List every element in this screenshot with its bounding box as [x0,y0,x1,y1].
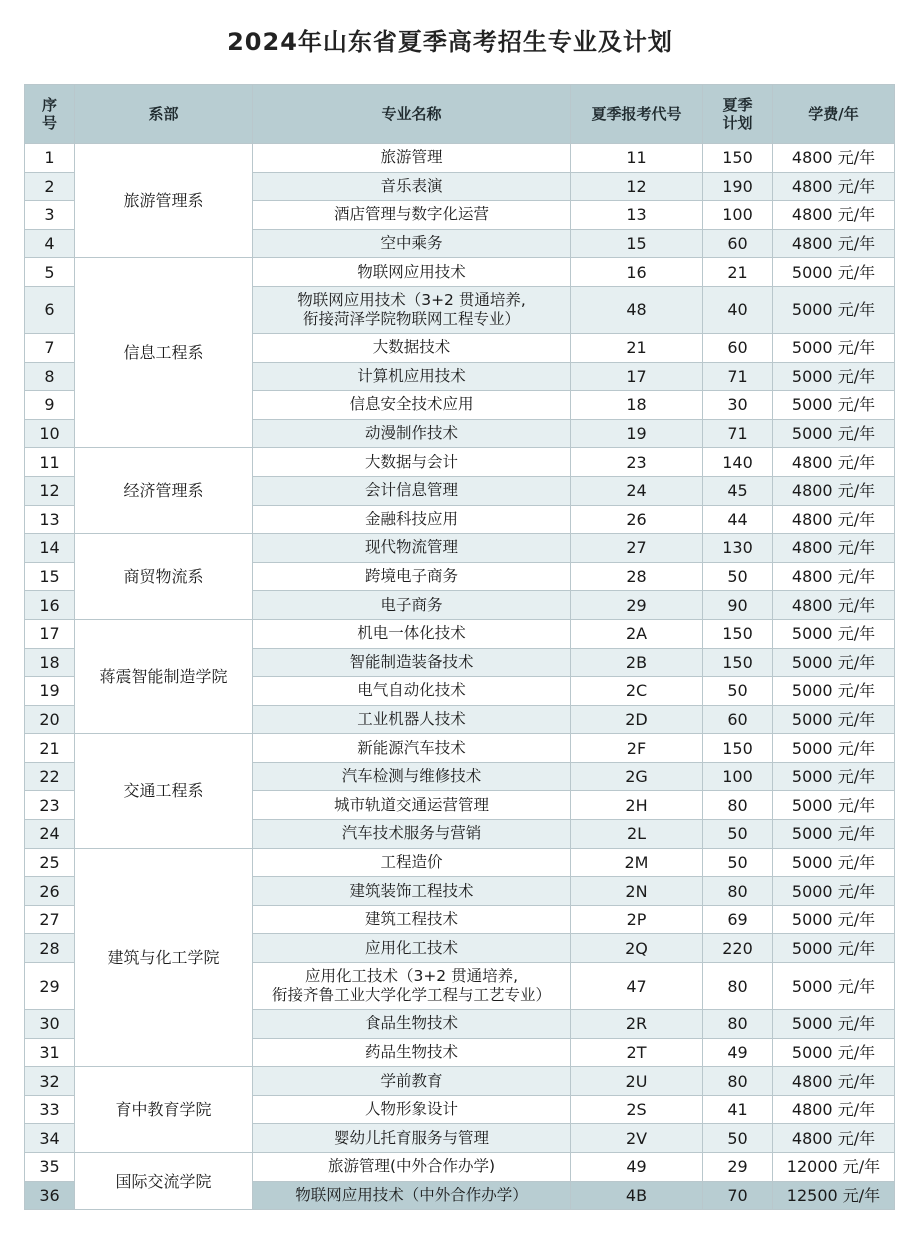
tuition-fee: 5000 元/年 [773,734,895,763]
exam-code: 4B [571,1181,703,1210]
tuition-fee: 5000 元/年 [773,963,895,1010]
tuition-fee: 4800 元/年 [773,562,895,591]
exam-code: 2M [571,848,703,877]
tuition-fee: 12000 元/年 [773,1153,895,1182]
major-name-line: 汽车技术服务与营销 [341,824,482,843]
plan-count: 150 [703,648,773,677]
tuition-fee: 4800 元/年 [773,1095,895,1124]
tuition-fee: 5000 元/年 [773,648,895,677]
major-name [253,391,571,420]
major-name [253,1153,571,1182]
row-number: 5 [25,258,75,287]
major-name-line: 学前教育 [380,1071,443,1090]
exam-code: 2S [571,1095,703,1124]
row-number: 18 [25,648,75,677]
page-title: 2024年山东省夏季高考招生专业及计划 [227,28,673,56]
exam-code: 23 [571,448,703,477]
header-plan: 夏季 计划 [703,85,773,144]
plan-count: 150 [703,619,773,648]
major-name-line: 旅游管理(中外合作办学) [327,1157,496,1176]
major-name-line: 酒店管理与数字化运营 [333,205,489,224]
plan-count: 150 [703,144,773,173]
table-row [25,1153,895,1182]
plan-count: 190 [703,172,773,201]
major-name-line: 应用化工技术 [364,938,458,957]
table-row [25,848,895,877]
exam-code: 2R [571,1010,703,1039]
table-row [25,534,895,563]
major-name [253,791,571,820]
exam-code: 2B [571,648,703,677]
tuition-fee: 4800 元/年 [773,534,895,563]
exam-code: 11 [571,144,703,173]
department-cell: 建筑与化工学院 [75,848,253,1067]
major-name-line: 工程造价 [380,852,443,871]
plan-count: 130 [703,534,773,563]
major-name [253,1181,571,1210]
row-number: 30 [25,1010,75,1039]
tuition-fee: 5000 元/年 [773,1038,895,1067]
major-name [253,448,571,477]
plan-count: 50 [703,848,773,877]
plan-count: 80 [703,791,773,820]
major-name [253,362,571,391]
plan-count: 50 [703,1124,773,1153]
row-number: 36 [25,1181,75,1210]
row-number: 25 [25,848,75,877]
row-number: 24 [25,820,75,849]
major-name-line: 旅游管理 [380,148,443,167]
row-number: 22 [25,762,75,791]
tuition-fee: 4800 元/年 [773,476,895,505]
exam-code: 2T [571,1038,703,1067]
enrollment-plan-table [24,84,895,1210]
exam-code: 19 [571,419,703,448]
plan-count: 70 [703,1181,773,1210]
major-name-line: 汽车检测与维修技术 [341,767,482,786]
major-name [253,905,571,934]
major-name-line: 物联网应用技术（中外合作办学） [295,1185,528,1204]
tuition-fee: 4800 元/年 [773,505,895,534]
tuition-fee: 5000 元/年 [773,905,895,934]
exam-code: 2Q [571,934,703,963]
major-name [253,419,571,448]
tuition-fee: 4800 元/年 [773,201,895,230]
major-name-line: 会计信息管理 [364,481,458,500]
major-name [253,333,571,362]
exam-code: 2F [571,734,703,763]
tuition-fee: 5000 元/年 [773,877,895,906]
major-name [253,820,571,849]
plan-count: 69 [703,905,773,934]
plan-count: 50 [703,562,773,591]
major-name-line: 食品生物技术 [364,1014,458,1033]
plan-count: 40 [703,286,773,333]
major-name [253,534,571,563]
major-name [253,591,571,620]
header-code: 夏季报考代号 [571,85,703,144]
tuition-fee: 5000 元/年 [773,286,895,333]
major-name [253,934,571,963]
major-name-line: 跨境电子商务 [364,567,458,586]
department-cell: 经济管理系 [75,448,253,534]
major-name [253,1095,571,1124]
row-number: 3 [25,201,75,230]
exam-code: 49 [571,1153,703,1182]
tuition-fee: 4800 元/年 [773,591,895,620]
plan-count: 50 [703,677,773,706]
row-number: 35 [25,1153,75,1182]
major-name-line: 人物形象设计 [364,1100,458,1119]
major-name [253,648,571,677]
row-number: 28 [25,934,75,963]
major-name [253,258,571,287]
major-name [253,1067,571,1096]
row-number: 12 [25,476,75,505]
exam-code: 21 [571,333,703,362]
header-major: 专业名称 [253,85,571,144]
major-name [253,1010,571,1039]
tuition-fee: 5000 元/年 [773,619,895,648]
row-number: 21 [25,734,75,763]
tuition-fee: 4800 元/年 [773,172,895,201]
major-name-line-2: 衔接齐鲁工业大学化学工程与工艺专业） [271,986,551,1005]
major-name [253,505,571,534]
table-row [25,448,895,477]
department-cell: 信息工程系 [75,258,253,448]
table-row [25,619,895,648]
plan-count: 50 [703,820,773,849]
major-name-line: 应用化工技术（3+2 贯通培养, [304,967,519,986]
plan-count: 21 [703,258,773,287]
major-name [253,877,571,906]
exam-code: 2U [571,1067,703,1096]
major-name-line: 大数据与会计 [364,452,458,471]
exam-code: 29 [571,591,703,620]
exam-code: 2H [571,791,703,820]
row-number: 19 [25,677,75,706]
plan-count: 90 [703,591,773,620]
tuition-fee: 5000 元/年 [773,677,895,706]
row-number: 26 [25,877,75,906]
plan-count: 29 [703,1153,773,1182]
row-number: 9 [25,391,75,420]
exam-code: 2L [571,820,703,849]
major-name [253,172,571,201]
major-name [253,476,571,505]
row-number: 17 [25,619,75,648]
major-name [253,562,571,591]
tuition-fee: 4800 元/年 [773,448,895,477]
department-cell: 育中教育学院 [75,1067,253,1153]
plan-count: 100 [703,762,773,791]
exam-code: 26 [571,505,703,534]
exam-code: 48 [571,286,703,333]
plan-count: 44 [703,505,773,534]
exam-code: 27 [571,534,703,563]
exam-code: 2V [571,1124,703,1153]
major-name-line: 机电一体化技术 [357,624,466,643]
exam-code: 12 [571,172,703,201]
exam-code: 28 [571,562,703,591]
tuition-fee: 5000 元/年 [773,362,895,391]
table-header-row [25,85,895,144]
major-name-line: 智能制造装备技术 [349,652,474,671]
tuition-fee: 5000 元/年 [773,934,895,963]
plan-count: 80 [703,1010,773,1039]
row-number: 8 [25,362,75,391]
major-name [253,1038,571,1067]
exam-code: 2D [571,705,703,734]
header-tuition: 学费/年 [773,85,895,144]
tuition-fee: 5000 元/年 [773,333,895,362]
major-name-line: 物联网应用技术 [357,262,466,281]
plan-count: 220 [703,934,773,963]
major-name [253,286,571,333]
row-number: 16 [25,591,75,620]
row-number: 4 [25,229,75,258]
tuition-fee: 4800 元/年 [773,1124,895,1153]
major-name-line: 建筑装饰工程技术 [349,881,474,900]
table-row [25,1067,895,1096]
major-name [253,762,571,791]
major-name [253,734,571,763]
row-number: 27 [25,905,75,934]
major-name [253,963,571,1010]
row-number: 13 [25,505,75,534]
department-cell: 旅游管理系 [75,144,253,258]
plan-count: 41 [703,1095,773,1124]
department-cell: 交通工程系 [75,734,253,848]
tuition-fee: 5000 元/年 [773,820,895,849]
row-number: 34 [25,1124,75,1153]
tuition-fee: 4800 元/年 [773,1067,895,1096]
major-name [253,848,571,877]
tuition-fee: 5000 元/年 [773,762,895,791]
header-seq: 序 号 [25,85,75,144]
plan-count: 80 [703,1067,773,1096]
exam-code: 24 [571,476,703,505]
row-number: 2 [25,172,75,201]
major-name-line: 音乐表演 [380,176,443,195]
tuition-fee: 4800 元/年 [773,229,895,258]
tuition-fee: 12500 元/年 [773,1181,895,1210]
tuition-fee: 4800 元/年 [773,144,895,173]
row-number: 29 [25,963,75,1010]
header-department: 系部 [75,85,253,144]
major-name [253,1124,571,1153]
row-number: 1 [25,144,75,173]
tuition-fee: 5000 元/年 [773,791,895,820]
plan-count: 100 [703,201,773,230]
major-name [253,619,571,648]
exam-code: 2N [571,877,703,906]
plan-count: 71 [703,362,773,391]
row-number: 33 [25,1095,75,1124]
major-name-line: 药品生物技术 [364,1042,458,1061]
major-name-line: 信息安全技术应用 [349,395,474,414]
exam-code: 2G [571,762,703,791]
row-number: 7 [25,333,75,362]
major-name-line: 城市轨道交通运营管理 [333,795,489,814]
row-number: 23 [25,791,75,820]
plan-count: 150 [703,734,773,763]
table-row [25,734,895,763]
row-number: 10 [25,419,75,448]
tuition-fee: 5000 元/年 [773,705,895,734]
major-name [253,201,571,230]
major-name-line: 工业机器人技术 [357,709,466,728]
plan-count: 80 [703,877,773,906]
tuition-fee: 5000 元/年 [773,848,895,877]
row-number: 32 [25,1067,75,1096]
plan-count: 30 [703,391,773,420]
exam-code: 2C [571,677,703,706]
major-name-line: 婴幼儿托育服务与管理 [333,1128,489,1147]
plan-count: 49 [703,1038,773,1067]
major-name [253,677,571,706]
major-name-line: 动漫制作技术 [364,424,458,443]
major-name-line: 电气自动化技术 [357,681,466,700]
row-number: 20 [25,705,75,734]
tuition-fee: 5000 元/年 [773,1010,895,1039]
major-name-line: 现代物流管理 [364,538,458,557]
plan-count: 80 [703,963,773,1010]
major-name [253,144,571,173]
row-number: 15 [25,562,75,591]
row-number: 6 [25,286,75,333]
plan-count: 60 [703,705,773,734]
table-row [25,144,895,173]
tuition-fee: 5000 元/年 [773,391,895,420]
department-cell: 国际交流学院 [75,1153,253,1210]
row-number: 31 [25,1038,75,1067]
exam-code: 2P [571,905,703,934]
major-name-line: 新能源汽车技术 [357,738,466,757]
exam-code: 47 [571,963,703,1010]
exam-code: 16 [571,258,703,287]
major-name-line: 大数据技术 [372,338,451,357]
major-name-line: 电子商务 [380,595,443,614]
table-row [25,258,895,287]
major-name-line-2: 衔接菏泽学院物联网工程专业） [302,309,520,328]
major-name-line: 物联网应用技术（3+2 贯通培养, [297,290,526,309]
plan-count: 45 [703,476,773,505]
major-name-line: 金融科技应用 [364,509,458,528]
exam-code: 13 [571,201,703,230]
exam-code: 18 [571,391,703,420]
exam-code: 17 [571,362,703,391]
tuition-fee: 5000 元/年 [773,419,895,448]
tuition-fee: 5000 元/年 [773,258,895,287]
major-name [253,229,571,258]
plan-count: 60 [703,333,773,362]
major-name [253,705,571,734]
plan-count: 71 [703,419,773,448]
major-name-line: 空中乘务 [380,234,443,253]
plan-count: 60 [703,229,773,258]
major-name-line: 建筑工程技术 [364,910,458,929]
department-cell: 商贸物流系 [75,534,253,620]
exam-code: 15 [571,229,703,258]
row-number: 11 [25,448,75,477]
department-cell: 蒋震智能制造学院 [75,619,253,733]
row-number: 14 [25,534,75,563]
major-name-line: 计算机应用技术 [357,366,466,385]
exam-code: 2A [571,619,703,648]
plan-count: 140 [703,448,773,477]
